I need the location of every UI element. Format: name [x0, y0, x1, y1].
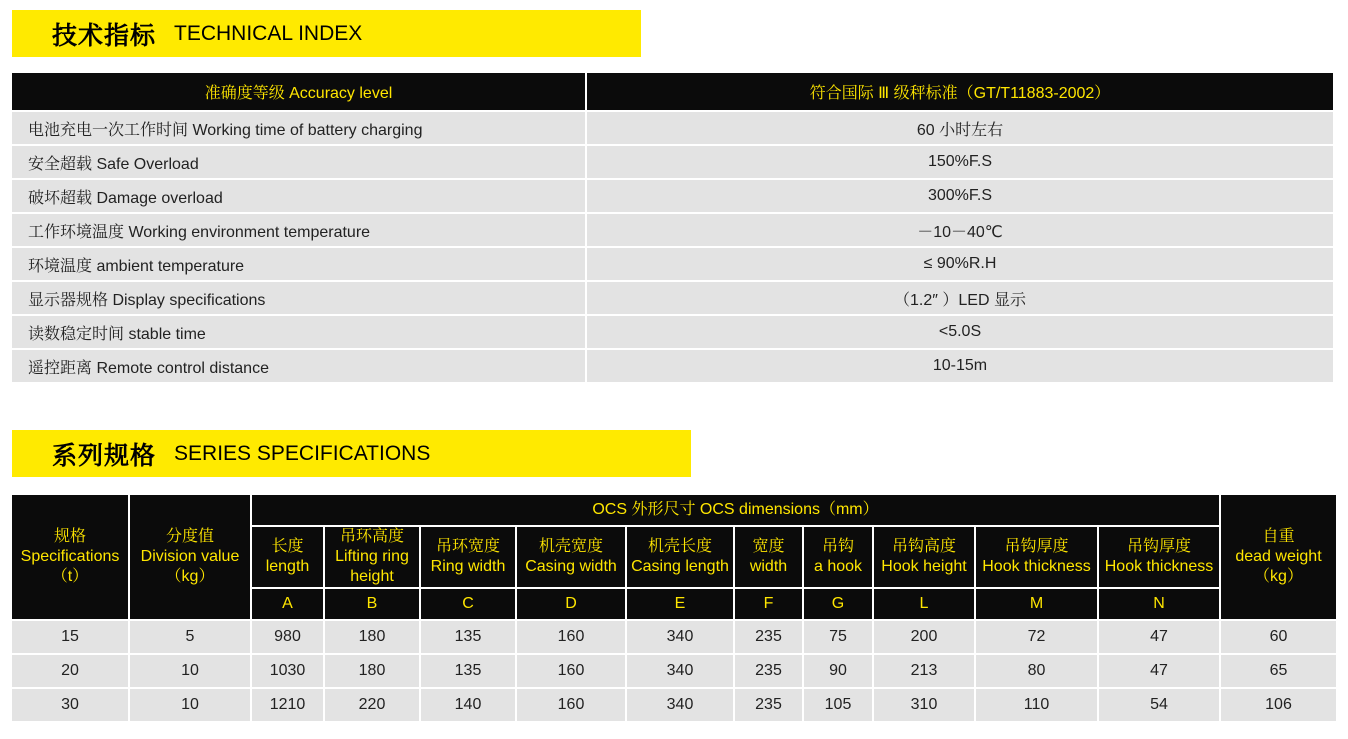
table-cell: 47 — [1098, 654, 1220, 688]
dim-column-zh: 吊钩高度 — [891, 538, 956, 555]
table-row — [12, 349, 1333, 382]
dim-letter: G — [803, 588, 873, 620]
dim-letter: L — [873, 588, 975, 620]
technical-index-header-row — [12, 73, 1333, 111]
specifications-header-zh: 规格 — [53, 528, 86, 545]
table-cell: 200 — [873, 620, 975, 654]
dim-letter: M — [975, 588, 1098, 620]
table-cell: 65 — [1220, 654, 1336, 688]
dim-column-header — [420, 526, 516, 588]
dim-column-zh: 机壳长度 — [647, 538, 712, 555]
table-row — [12, 247, 1333, 281]
dim-column-header — [873, 526, 975, 588]
division-value-header-en: Division value — [140, 548, 240, 565]
table-cell: 10 — [129, 688, 251, 722]
spec-value: <5.0S — [586, 315, 1333, 349]
dim-column-en: length — [265, 558, 310, 575]
table-cell: 72 — [975, 620, 1098, 654]
dim-column-zh: 长度 — [271, 538, 304, 555]
table-cell: 90 — [803, 654, 873, 688]
series-specifications-banner — [12, 430, 691, 477]
table-cell: 110 — [975, 688, 1098, 722]
table-row — [12, 111, 1333, 145]
table-cell: 135 — [420, 654, 516, 688]
series-specifications-title-en: SERIES SPECIFICATIONS — [174, 441, 431, 465]
division-value-header-unit: （kg） — [165, 568, 215, 585]
series-specifications-title-zh: 系列规格 — [52, 440, 157, 470]
table-cell: 105 — [803, 688, 873, 722]
table-cell: 213 — [873, 654, 975, 688]
table-cell: 10 — [129, 654, 251, 688]
dim-column-zh: 吊钩厚度 — [1126, 538, 1191, 555]
table-cell: 160 — [516, 620, 626, 654]
table-cell: 20 — [12, 654, 129, 688]
accuracy-standard-header: 符合国际 Ⅲ 级秤标准（GT/T11883-2002） — [586, 73, 1333, 111]
spec-value: －10－40℃ — [586, 213, 1333, 247]
table-row — [12, 654, 1336, 688]
dim-column-en: Lifting ring height — [335, 548, 409, 585]
dead-weight-header-en: dead weight — [1235, 548, 1322, 565]
dead-weight-header — [1220, 495, 1336, 620]
dim-column-zh: 机壳宽度 — [538, 538, 603, 555]
table-cell: 1210 — [251, 688, 324, 722]
table-cell: 80 — [975, 654, 1098, 688]
table-cell: 340 — [626, 620, 734, 654]
dim-column-header — [734, 526, 803, 588]
division-value-header — [129, 495, 251, 620]
ocs-dimensions-header: OCS 外形尺寸 OCS dimensions（mm） — [251, 495, 1220, 526]
dim-column-zh: 宽度 — [752, 538, 785, 555]
table-cell: 47 — [1098, 620, 1220, 654]
spec-value: 10-15m — [586, 349, 1333, 382]
spec-value: （1.2″ ）LED 显示 — [586, 281, 1333, 315]
dim-column-en: Hook thickness — [1104, 558, 1214, 575]
dim-column-header — [1098, 526, 1220, 588]
dim-column-en: Casing length — [631, 558, 729, 575]
table-cell: 15 — [12, 620, 129, 654]
table-cell: 180 — [324, 620, 420, 654]
dead-weight-header-unit: （kg） — [1254, 568, 1303, 585]
dim-column-en: Hook height — [881, 558, 967, 575]
spec-value: 60 小时左右 — [586, 111, 1333, 145]
dim-column-en: a hook — [813, 558, 863, 575]
table-cell: 980 — [251, 620, 324, 654]
table-row — [12, 688, 1336, 722]
dim-column-en: width — [749, 558, 788, 575]
dim-letter: B — [324, 588, 420, 620]
dim-letter: F — [734, 588, 803, 620]
table-cell: 140 — [420, 688, 516, 722]
table-row — [12, 145, 1333, 179]
spec-value: 150%F.S — [586, 145, 1333, 179]
table-cell: 235 — [734, 654, 803, 688]
table-cell: 106 — [1220, 688, 1336, 722]
specifications-header — [12, 495, 129, 620]
spec-label: 电池充电一次工作时间 Working time of battery charging — [12, 111, 586, 145]
table-cell: 340 — [626, 688, 734, 722]
dim-letter: N — [1098, 588, 1220, 620]
spec-value: 300%F.S — [586, 179, 1333, 213]
dim-column-header — [626, 526, 734, 588]
table-cell: 160 — [516, 688, 626, 722]
dim-column-header — [803, 526, 873, 588]
spec-label: 环境温度 ambient temperature — [12, 247, 586, 281]
dim-column-header — [516, 526, 626, 588]
technical-index-title-en: TECHNICAL INDEX — [174, 21, 363, 45]
table-row — [12, 620, 1336, 654]
spec-label: 显示器规格 Display specifications — [12, 281, 586, 315]
spec-label: 工作环境温度 Working environment temperature — [12, 213, 586, 247]
dim-letter: A — [251, 588, 324, 620]
spec-label: 读数稳定时间 stable time — [12, 315, 586, 349]
table-row — [12, 179, 1333, 213]
table-cell: 220 — [324, 688, 420, 722]
table-cell: 60 — [1220, 620, 1336, 654]
specifications-header-en: Specifications — [20, 548, 120, 565]
dim-column-zh: 吊钩厚度 — [1004, 538, 1069, 555]
table-cell: 75 — [803, 620, 873, 654]
table-cell: 310 — [873, 688, 975, 722]
dim-column-zh: 吊环宽度 — [435, 538, 500, 555]
spec-label: 遥控距离 Remote control distance — [12, 349, 586, 382]
technical-index-table — [12, 73, 1333, 382]
table-row — [12, 315, 1333, 349]
dim-column-header — [975, 526, 1098, 588]
division-value-header-zh: 分度值 — [165, 528, 214, 545]
table-cell: 30 — [12, 688, 129, 722]
table-cell: 1030 — [251, 654, 324, 688]
dim-column-zh: 吊钩 — [821, 538, 854, 555]
dead-weight-header-zh: 自重 — [1262, 528, 1295, 545]
table-cell: 5 — [129, 620, 251, 654]
technical-index-banner — [12, 10, 641, 57]
dim-column-zh: 吊环高度 — [339, 528, 404, 545]
dim-column-en: Casing width — [525, 558, 617, 575]
spec-label: 安全超载 Safe Overload — [12, 145, 586, 179]
table-row — [12, 281, 1333, 315]
table-cell: 135 — [420, 620, 516, 654]
table-cell: 340 — [626, 654, 734, 688]
spec-value: ≤ 90%R.H — [586, 247, 1333, 281]
technical-index-title-zh: 技术指标 — [52, 20, 157, 50]
dim-column-header — [324, 526, 420, 588]
dim-column-en: Ring width — [430, 558, 506, 575]
table-cell: 160 — [516, 654, 626, 688]
accuracy-level-header: 准确度等级 Accuracy level — [12, 73, 586, 111]
series-specifications-table — [12, 495, 1336, 723]
dim-column-header — [251, 526, 324, 588]
table-cell: 54 — [1098, 688, 1220, 722]
table-cell: 180 — [324, 654, 420, 688]
spec-label: 破坏超载 Damage overload — [12, 179, 586, 213]
dim-column-en: Hook thickness — [982, 558, 1091, 575]
table-cell: 235 — [734, 688, 803, 722]
specifications-header-unit: （t） — [51, 568, 89, 585]
table-row — [12, 213, 1333, 247]
dim-letter: E — [626, 588, 734, 620]
dim-letter: C — [420, 588, 516, 620]
dim-letter: D — [516, 588, 626, 620]
table-cell: 235 — [734, 620, 803, 654]
